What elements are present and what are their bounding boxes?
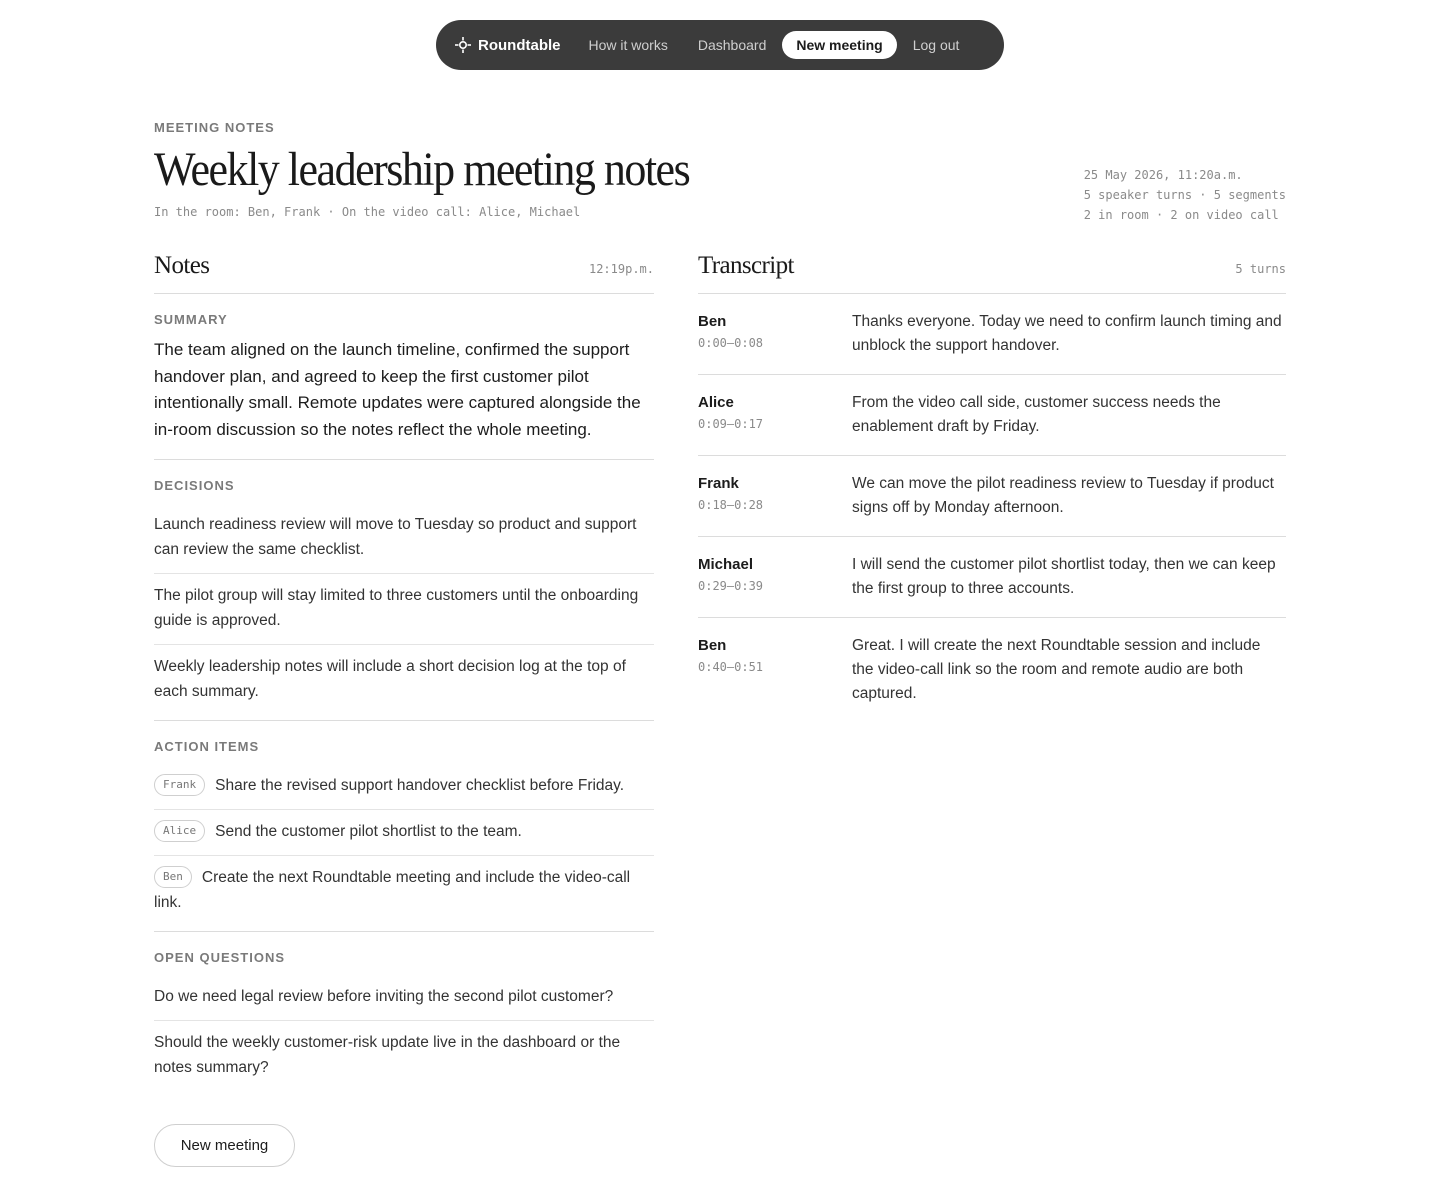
speaker-block xyxy=(698,312,852,358)
action-items-section xyxy=(154,721,654,932)
speaker-time: 0:18–0:28 xyxy=(698,498,764,512)
participants-line: In the room: Ben, Frank · On the video call: Alice, Michael xyxy=(154,205,581,219)
owner-tag: Frank xyxy=(154,774,205,796)
decision-item: Launch readiness review will move to Tuesday so product and support can review the same checklist. xyxy=(154,503,654,574)
speaker-time: 0:29–0:39 xyxy=(698,579,764,593)
speaker-time: 0:00–0:08 xyxy=(698,336,764,350)
speaker-block xyxy=(698,555,852,601)
speaker-name: Ben xyxy=(698,637,727,654)
action-text: Create the next Roundtable meeting and include the video-call link. xyxy=(154,869,631,911)
turn-text: From the video call side, customer success needs the enablement draft by Friday. xyxy=(852,394,1221,435)
notes-title: Notes xyxy=(154,252,210,279)
speaker-time: 0:09–0:17 xyxy=(698,417,764,431)
brand-name: Roundtable xyxy=(478,36,561,54)
speaker-time: 0:40–0:51 xyxy=(698,660,764,674)
action-text: Share the revised support handover checklist before Friday. xyxy=(215,777,625,794)
speaker-name: Michael xyxy=(698,556,754,573)
summary-label: SUMMARY xyxy=(154,312,228,327)
transcript-panel xyxy=(698,252,1286,722)
speaker-block xyxy=(698,636,852,706)
decision-item: The pilot group will stay limited to three customers until the onboarding guide is approved. xyxy=(154,574,654,645)
page-eyebrow: MEETING NOTES xyxy=(154,120,275,135)
nav-log-out[interactable]: Log out xyxy=(912,37,960,53)
transcript-turn xyxy=(698,375,1286,456)
speaker-name: Alice xyxy=(698,394,734,411)
turn-text: I will send the customer pilot shortlist today, then we can keep the first group to three accounts. xyxy=(852,556,1276,597)
transcript-turn xyxy=(698,618,1286,722)
turn-text: Great. I will create the next Roundtable session and include the video-call link so the room and remote audio are both captured. xyxy=(852,637,1261,702)
transcript-turn xyxy=(698,294,1286,375)
owner-tag: Ben xyxy=(154,866,192,888)
top-nav xyxy=(436,20,1004,70)
speaker-block xyxy=(698,474,852,520)
owner-tag: Alice xyxy=(154,820,205,842)
turn-text: Thanks everyone. Today we need to confirm launch timing and unblock the support handover. xyxy=(852,313,1282,354)
summary-section xyxy=(154,294,654,460)
transcript-turn xyxy=(698,537,1286,618)
action-item xyxy=(154,856,654,915)
action-text: Send the customer pilot shortlist to the team. xyxy=(215,823,522,840)
summary-text: The team aligned on the launch timeline, confirmed the support handover plan, and agreed to keep the first customer pilot intentionally small. Remote updates were captured alongside the in-room discussion so the notes reflect the whole meeting. xyxy=(154,340,641,439)
page-title: Weekly leadership meeting notes xyxy=(154,143,690,196)
action-item xyxy=(154,764,654,810)
open-questions-label: OPEN QUESTIONS xyxy=(154,950,286,965)
notes-panel xyxy=(154,252,654,1096)
speaker-block xyxy=(698,393,852,439)
meeting-datetime: 25 May 2026, 11:20a.m. xyxy=(1083,168,1243,182)
new-meeting-button[interactable]: New meeting xyxy=(154,1124,295,1167)
question-item: Should the weekly customer-risk update live in the dashboard or the notes summary? xyxy=(154,1034,621,1076)
brand-link[interactable] xyxy=(454,36,561,54)
transcript-header xyxy=(698,252,1286,294)
transcript-count: 5 turns xyxy=(1235,262,1286,276)
decisions-section xyxy=(154,460,654,721)
meeting-attendance: 2 in room · 2 on video call xyxy=(1083,208,1279,222)
meeting-meta xyxy=(1084,165,1286,225)
action-item xyxy=(154,810,654,856)
decisions-label: DECISIONS xyxy=(154,478,235,493)
action-items-label: ACTION ITEMS xyxy=(154,739,260,754)
turn-text: We can move the pilot readiness review to Tuesday if product signs off by Monday afternoon. xyxy=(852,475,1274,516)
nav-how-it-works[interactable]: How it works xyxy=(588,37,668,53)
transcript-title: Transcript xyxy=(698,252,794,279)
notes-timestamp: 12:19p.m. xyxy=(588,262,654,276)
transcript-turn xyxy=(698,456,1286,537)
sparkle-icon xyxy=(454,36,472,54)
nav-dashboard[interactable]: Dashboard xyxy=(697,37,767,53)
decision-item: Weekly leadership notes will include a short decision log at the top of each summary. xyxy=(154,658,626,700)
notes-header xyxy=(154,252,654,294)
question-item: Do we need legal review before inviting the second pilot customer? xyxy=(154,975,654,1021)
open-questions-section xyxy=(154,932,654,1096)
speaker-name: Frank xyxy=(698,475,739,492)
speaker-name: Ben xyxy=(698,313,727,330)
nav-new-meeting[interactable]: New meeting xyxy=(782,31,896,59)
meeting-turn-count: 5 speaker turns · 5 segments xyxy=(1083,188,1286,202)
